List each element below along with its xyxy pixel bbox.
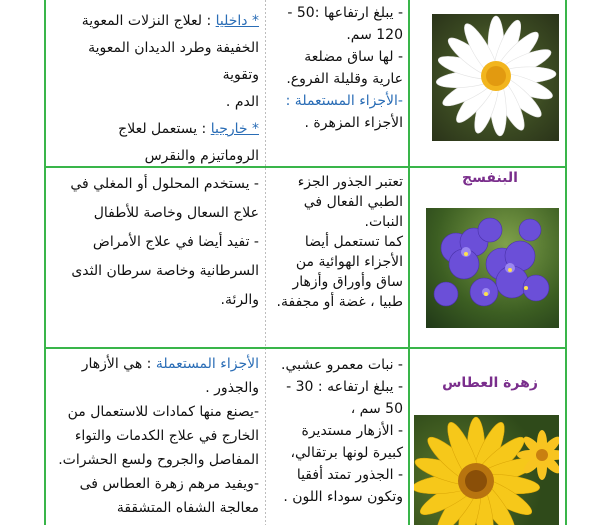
text-line: - الجذور تمتد أفقيا [296,467,403,483]
text-line: وتكون سوداء اللون . [283,489,403,505]
row1-description [275,2,403,134]
text-line: -ويفيد مرهم زهرة العطاس فى [79,476,259,492]
text-line: 50 سم ، [350,401,403,417]
text-line: الروماتيزم والنقرس [144,148,259,164]
text-line: الأجزاء الهوائية من [295,254,403,270]
text-line: - يبلغ ارتفاعها :50 - [287,5,403,21]
text-line: - لها ساق مضلعة [304,49,403,65]
row1-uses [52,8,259,170]
daisy-photo [432,14,559,141]
text-line: كبيرة لونها برتقالي، [290,445,403,461]
text-line: السرطانية وخاصة سرطان الثدى [71,263,259,279]
text-line: والرئة. [220,292,259,308]
text-line: - نبات معمرو عشبي. [281,357,403,373]
text-line: معالجة الشفاه المتشققة [116,500,259,516]
column-divider [408,0,410,525]
text-line: 120 سم. [346,27,403,43]
text-line: - يستخدم المحلول أو المغلي في [70,176,259,192]
text-line: علاج السعال وخاصة للأطفال [93,205,259,221]
text-line: -يصنع منها كمادات للاستعمال من [67,404,259,420]
text-line: - الأزهار مستديرة [301,423,403,439]
text-line: - تفيد أيضا في علاج الأمراض [92,234,259,250]
text-line: عارية وقليلة الفروع. [286,71,403,87]
text-line: الخفيفة وطرد الديدان المعوية وتقوية [88,40,259,83]
text-line: طبيا ، غضة أو مجففة. [276,294,403,310]
external-label: * خارجيا [210,121,259,137]
plant-name: البنفسج [462,170,518,186]
table-border-left [44,0,46,525]
text-line: الخارج في علاج الكدمات والتواء [74,428,259,444]
text-line: ساق وأوراق وأزهار [292,274,403,290]
text-line: المفاصل والجروح ولسع الحشرات. [58,452,259,468]
text-line: الطبي الفعال في [303,194,403,210]
text-line: كما تستعمل أيضا [304,234,403,250]
internal-label: * داخليا [215,13,259,29]
parts-label: -الأجزاء المستعملة : [285,93,403,109]
text-line: تعتبر الجذور الجزء [297,174,403,190]
text-line: النبات. [364,214,403,230]
text-line: الأجزاء المزهرة . [304,115,403,131]
parts-label: الأجزاء المستعملة [155,356,259,372]
text-line: الدم . [225,94,259,110]
internal-text: : لعلاج النزلات المعوية [81,13,212,29]
row-divider [44,347,567,349]
violet-photo [426,208,559,328]
row3-description [275,354,403,508]
text-line [52,8,259,35]
row2-description [275,172,403,312]
external-text: : يستعمل لعلاج [118,121,207,137]
text-line [52,352,259,376]
text-line: والجذور . [205,380,259,396]
table-border-right [565,0,567,525]
text-line: - يبلغ ارتفاعه : 30 - [286,379,403,395]
column-divider [265,0,266,525]
row3-uses [52,352,259,520]
parts-text: : هي الأزهار [81,356,152,372]
plant-name: زهرة العطاس [442,375,538,391]
row2-uses [52,170,259,315]
text-line [52,116,259,143]
sunflower-photo [414,415,559,525]
